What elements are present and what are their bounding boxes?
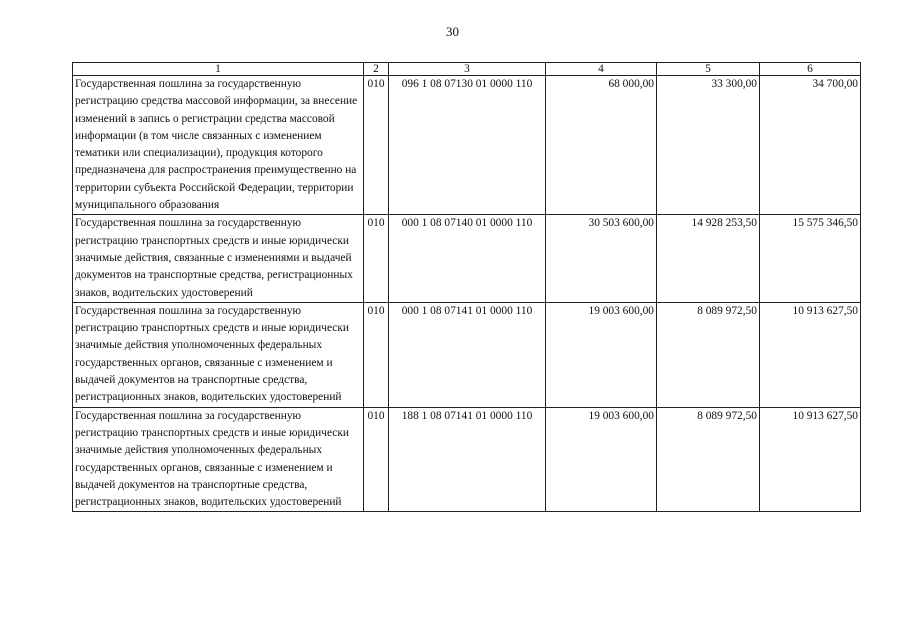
header-col-4: 4 [546,63,657,76]
row-classification-code: 096 1 08 07130 01 0000 110 [389,76,546,215]
row-line-code: 010 [364,302,389,407]
row-col5-value: 8 089 972,50 [657,302,760,407]
row-col4-value: 68 000,00 [546,76,657,215]
row-classification-code: 000 1 08 07141 01 0000 110 [389,302,546,407]
budget-table [72,62,861,512]
row-col4-value: 19 003 600,00 [546,407,657,512]
row-col5-value: 33 300,00 [657,76,760,215]
row-col5-value: 14 928 253,50 [657,215,760,302]
row-line-code: 010 [364,407,389,512]
header-row [73,63,861,76]
row-classification-code: 000 1 08 07140 01 0000 110 [389,215,546,302]
header-col-3: 3 [389,63,546,76]
header-col-5: 5 [657,63,760,76]
row-col6-value: 10 913 627,50 [760,407,861,512]
page-number: 30 [446,24,459,39]
row-col4-value: 30 503 600,00 [546,215,657,302]
row-col6-value: 10 913 627,50 [760,302,861,407]
row-col4-value: 19 003 600,00 [546,302,657,407]
table-row [73,407,861,512]
row-col5-value: 8 089 972,50 [657,407,760,512]
row-name: Государственная пошлина за государственную регистрацию транспортных средств и иные юридически значимые действия уполномоченных федеральных государственных органов, связанные с изменением и выдачей документов на транспортные средства, регистрационных знаков, водительских удостоверений [73,407,364,512]
table-row [73,215,861,302]
row-name: Государственная пошлина за государственную регистрацию средства массовой информации, за внесение изменений в запись о регистрации средства массовой информации (в том числе связанных с изменением тематики или специализации), продукция которого предназначена для распространения преимущественно на территории субъекта Российской Федерации, территории муниципального образования [73,76,364,215]
table-row [73,302,861,407]
row-col6-value: 34 700,00 [760,76,861,215]
header-col-2: 2 [364,63,389,76]
row-line-code: 010 [364,215,389,302]
row-line-code: 010 [364,76,389,215]
row-name: Государственная пошлина за государственную регистрацию транспортных средств и иные юридически значимые действия уполномоченных федеральных государственных органов, связанные с изменением и выдачей документов на транспортные средства, регистрационных знаков, водительских удостоверений [73,302,364,407]
header-col-1: 1 [73,63,364,76]
header-col-6: 6 [760,63,861,76]
row-col6-value: 15 575 346,50 [760,215,861,302]
row-classification-code: 188 1 08 07141 01 0000 110 [389,407,546,512]
row-name: Государственная пошлина за государственную регистрацию транспортных средств и иные юридически значимые действия, связанные с изменениями и выдачей документов на транспортные средства, регистрационных знаков, водительских удостоверений [73,215,364,302]
table-row [73,76,861,215]
